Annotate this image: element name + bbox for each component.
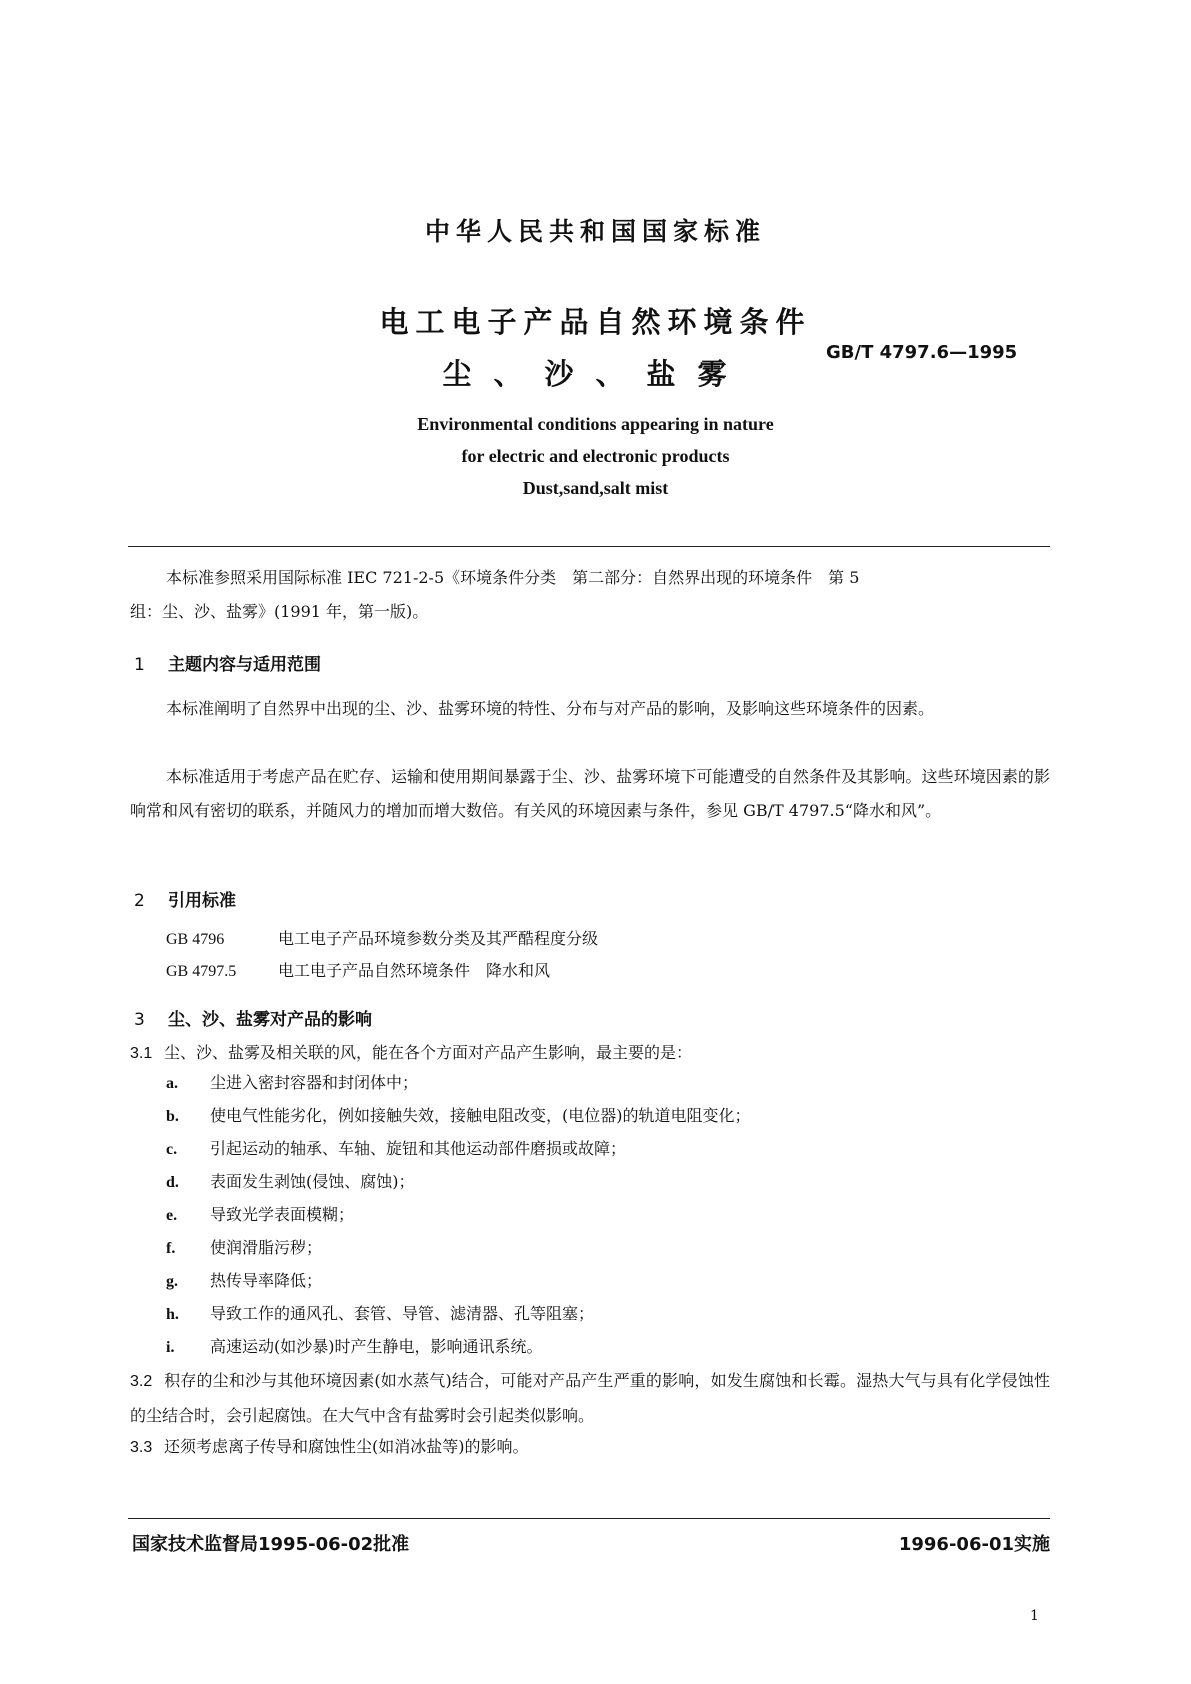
reference-code: GB 4797.5: [166, 963, 237, 980]
list-item: [166, 1198, 751, 1231]
reference-item: [166, 926, 598, 949]
section-3-heading: [134, 1005, 372, 1030]
reference-item: [166, 958, 550, 981]
list-item: [166, 1165, 751, 1198]
section-1-paragraph-2: 本标准适用于考虑产品在贮存、运输和使用期间暴露于尘、沙、盐雾环境下可能遭受的自然条件及其影响。这些环境因素的影响常和风有密切的联系，并随风力的增加而增大数倍。有关风的环境因素与条件，参见 GB/T 4797.5“降水和风”。: [130, 767, 1050, 820]
item-text: 引起运动的轴承、车轴、旋钮和其他运动部件磨损或故障；: [210, 1139, 627, 1158]
approval-date: 国家技术监督局1995-06-02批准: [132, 1534, 410, 1555]
list-item: [166, 1297, 751, 1330]
clause-text: 积存的尘和沙与其他环境因素(如水蒸气)结合，可能对产品产生严重的影响，如发生腐蚀和长霉。湿热大气与具有化学侵蚀性的尘结合时，会引起腐蚀。在大气中含有盐雾时会引起类似影响。: [130, 1371, 1050, 1425]
list-item: [166, 1231, 751, 1264]
item-marker: c.: [166, 1141, 178, 1158]
english-title-line-1: Environmental conditions appearing in nature: [417, 414, 774, 434]
section-title: 主题内容与适用范围: [168, 655, 321, 675]
footer-divider: [128, 1518, 1050, 1519]
reference-code: GB 4796: [166, 931, 225, 948]
intro-line-1: 本标准参照采用国际标准 IEC 721-2-5《环境条件分类 第二部分：自然界出现的环境条件 第 5: [166, 568, 860, 587]
section-2-heading: [134, 886, 236, 911]
page-number: 1: [1030, 1608, 1039, 1624]
list-item: [166, 1066, 751, 1099]
english-title-line-3: Dust,sand,salt mist: [522, 478, 669, 498]
intro-line-2: 组：尘、沙、盐雾》(1991 年，第一版)。: [130, 602, 429, 621]
clause-number: 3.2: [130, 1373, 153, 1390]
clause-text: 还须考虑离子传导和腐蚀性尘(如消冰盐等)的影响。: [164, 1437, 529, 1456]
item-marker: d.: [166, 1174, 179, 1191]
item-marker: a.: [166, 1075, 178, 1092]
effective-date: 1996-06-01实施: [898, 1534, 1050, 1555]
document-subtitle: 尘、沙、盐雾: [442, 357, 749, 391]
section-number: 2: [134, 891, 145, 911]
item-marker: e.: [166, 1207, 178, 1224]
english-title-line-2: for electric and electronic products: [461, 446, 730, 466]
header-divider: [128, 546, 1050, 547]
item-text: 尘进入密封容器和封闭体中；: [210, 1073, 419, 1092]
clause-3-3: [130, 1434, 529, 1457]
item-marker: h.: [166, 1306, 179, 1323]
item-marker: f.: [166, 1240, 176, 1257]
item-marker: i.: [166, 1339, 175, 1356]
clause-number: 3.3: [130, 1439, 153, 1456]
item-text: 导致工作的通风孔、套管、导管、滤清器、孔等阻塞；: [210, 1304, 595, 1323]
clause-3-1: [130, 1040, 692, 1063]
item-text: 使润滑脂污秽；: [210, 1238, 323, 1257]
section-title: 尘、沙、盐雾对产品的影响: [168, 1010, 372, 1030]
item-text: 表面发生剥蚀(侵蚀、腐蚀)；: [210, 1172, 415, 1191]
standard-code: GB/T 4797.6—1995: [826, 342, 1018, 363]
item-text: 使电气性能劣化，例如接触失效，接触电阻改变，(电位器)的轨道电阻变化；: [210, 1106, 751, 1125]
reference-title: 电工电子产品自然环境条件 降水和风: [278, 961, 551, 980]
section-number: 1: [134, 655, 145, 675]
item-marker: g.: [166, 1273, 178, 1290]
section-1-paragraph-1: 本标准阐明了自然界中出现的尘、沙、盐雾环境的特性、分布与对产品的影响，及影响这些环境条件的因素。: [166, 699, 935, 718]
section-1-heading: [134, 650, 321, 675]
list-item: [166, 1330, 751, 1363]
list-item: [166, 1132, 751, 1165]
item-marker: b.: [166, 1108, 179, 1125]
clause-3-2: [130, 1364, 1050, 1433]
section-title: 引用标准: [168, 891, 236, 911]
section-number: 3: [134, 1010, 145, 1030]
list-item: [166, 1099, 751, 1132]
reference-title: 电工电子产品环境参数分类及其严酷程度分级: [278, 929, 599, 948]
clause-text: 尘、沙、盐雾及相关联的风，能在各个方面对产品产生影响，最主要的是：: [164, 1043, 693, 1062]
effects-list: [166, 1066, 751, 1363]
list-item: [166, 1264, 751, 1297]
clause-number: 3.1: [130, 1045, 153, 1062]
item-text: 高速运动(如沙暴)时产生静电，影响通讯系统。: [210, 1337, 543, 1356]
item-text: 导致光学表面模糊；: [210, 1205, 355, 1224]
national-standard-heading: 中华人民共和国国家标准: [424, 217, 766, 246]
document-title: 电工电子产品自然环境条件: [379, 305, 812, 339]
item-text: 热传导率降低；: [210, 1271, 323, 1290]
